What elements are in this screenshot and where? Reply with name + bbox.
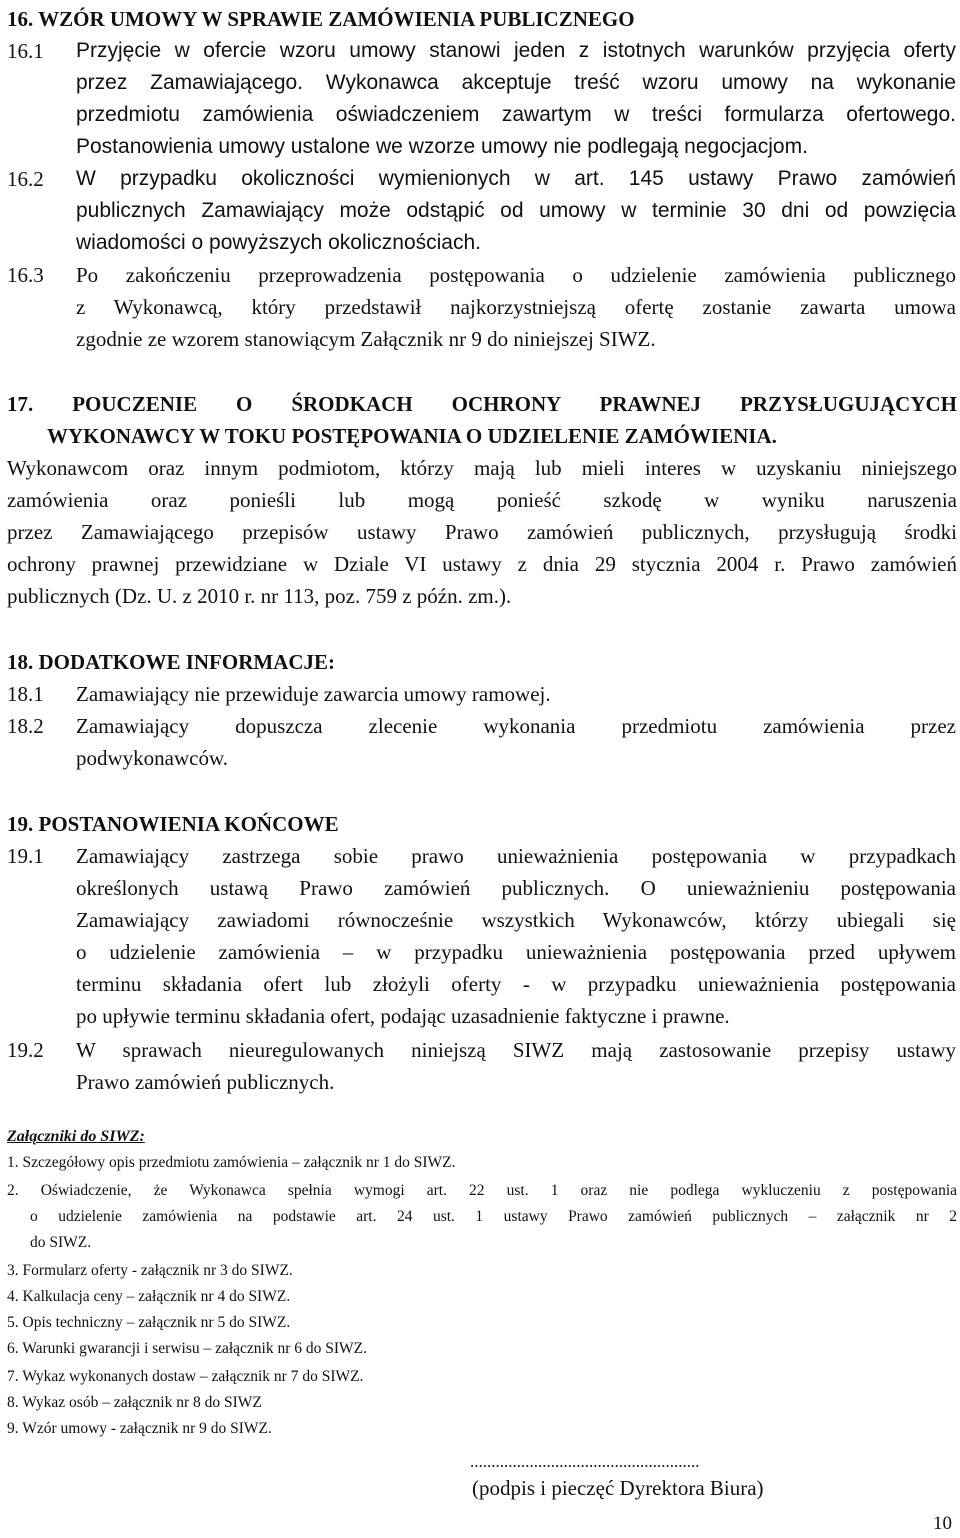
page-number: 10 xyxy=(933,1513,952,1534)
attachments-title: Załączniki do SIWZ: xyxy=(7,1128,145,1145)
para-19-1-line: terminu składania ofert lub złożyli oferty - w przypadku unieważnienia postępowania xyxy=(76,972,956,996)
attachment-item: 2. Oświadczenie, że Wykonawca spełnia wymogi art. 22 ust. 1 oraz nie podlega wykluczeniu z postępowania xyxy=(7,1182,957,1199)
section-16-heading: 16. WZÓR UMOWY W SPRAWIE ZAMÓWIENIA PUBLICZNEGO xyxy=(7,7,635,31)
para-16-2-number: 16.2 xyxy=(7,167,44,191)
para-16-3-line: zgodnie ze wzorem stanowiącym Załącznik nr 9 do niniejszej SIWZ. xyxy=(76,327,656,351)
para-19-2-number: 19.2 xyxy=(7,1038,44,1062)
para-16-1-line: przedmiotu zamówienia oświadczeniem zawartym w treści formularza ofertowego. xyxy=(76,103,956,126)
para-19-2-line: W sprawach nieuregulowanych niniejszą SIWZ mają zastosowanie przepisy ustawy xyxy=(76,1038,956,1062)
section-17-line: zamówienia oraz ponieśli lub mogą ponieść szkodę w wyniku naruszenia xyxy=(7,488,957,512)
para-16-1-number: 16.1 xyxy=(7,39,44,63)
attachment-item: 7. Wykaz wykonanych dostaw – załącznik nr 7 do SIWZ. xyxy=(7,1368,364,1385)
attachment-item-cont: o udzielenie zamówienia na podstawie art. 24 ust. 1 ustawy Prawo zamówień publicznych – załącznik nr 2 xyxy=(30,1208,957,1225)
attachment-item: 6. Warunki gwarancji i serwisu – załącznik nr 6 do SIWZ. xyxy=(7,1340,368,1357)
attachment-item: 8. Wykaz osób – załącznik nr 8 do SIWZ xyxy=(7,1394,262,1411)
attachment-item: 5. Opis techniczny – załącznik nr 5 do SIWZ. xyxy=(7,1314,291,1331)
section-17-line: przez Zamawiającego przepisów ustawy Prawo zamówień publicznych, przysługują środki xyxy=(7,520,957,544)
para-18-2-line: podwykonawców. xyxy=(76,746,229,770)
section-18-heading: 18. DODATKOWE INFORMACJE: xyxy=(7,650,336,674)
para-16-1-line: Przyjęcie w ofercie wzoru umowy stanowi jeden z istotnych warunków przyjęcia oferty xyxy=(76,39,956,62)
section-17-heading: 17. POUCZENIE O ŚRODKACH OCHRONY PRAWNEJ PRZYSŁUGUJĄCYCH xyxy=(7,392,957,416)
para-16-3-line: Po zakończeniu przeprowadzenia postępowania o udzielenie zamówienia publicznego xyxy=(76,263,956,287)
signature-dots: ...................................................... xyxy=(470,1452,700,1471)
para-18-1-line: Zamawiający nie przewiduje zawarcia umowy ramowej. xyxy=(76,682,551,706)
para-18-2-line: Zamawiający dopuszcza zlecenie wykonania przedmiotu zamówienia przez xyxy=(76,714,956,738)
section-17-line: Wykonawcom oraz innym podmiotom, którzy mają lub mieli interes w uzyskaniu niniejszego xyxy=(7,456,957,480)
attachment-item: 1. Szczegółowy opis przedmiotu zamówienia – załącznik nr 1 do SIWZ. xyxy=(7,1154,456,1171)
attachment-item: 3. Formularz oferty - załącznik nr 3 do SIWZ. xyxy=(7,1262,293,1279)
section-17-line: ochrony prawnej przewidziane w Dziale VI ustawy z dnia 29 stycznia 2004 r. Prawo zamówień xyxy=(7,552,957,576)
attachment-item-cont: do SIWZ. xyxy=(30,1234,92,1251)
para-19-1-number: 19.1 xyxy=(7,844,44,868)
para-16-3-line: z Wykonawcą, który przedstawił najkorzystniejszą ofertę zostanie zawarta umowa xyxy=(76,295,956,319)
para-16-3-number: 16.3 xyxy=(7,263,44,287)
attachment-item: 9. Wzór umowy - załącznik nr 9 do SIWZ. xyxy=(7,1420,272,1437)
section-17-line: publicznych (Dz. U. z 2010 r. nr 113, poz. 759 z późn. zm.). xyxy=(7,584,512,608)
para-18-2-number: 18.2 xyxy=(7,714,44,738)
para-19-1-line: po upływie terminu składania ofert, podając uzasadnienie faktyczne i prawne. xyxy=(76,1004,730,1028)
para-16-2-line: publicznych Zamawiający może odstąpić od umowy w terminie 30 dni od powzięcia xyxy=(76,199,956,222)
para-19-1-line: określonych ustawą Prawo zamówień publicznych. O unieważnieniu postępowania xyxy=(76,876,956,900)
section-17-heading-cont: WYKONAWCY W TOKU POSTĘPOWANIA O UDZIELENIE ZAMÓWIENIA. xyxy=(47,424,777,448)
para-18-1-number: 18.1 xyxy=(7,682,44,706)
para-16-1-line: przez Zamawiającego. Wykonawca akceptuje treść wzoru umowy na wykonanie xyxy=(76,71,956,94)
signature-label: (podpis i pieczęć Dyrektora Biura) xyxy=(472,1476,764,1500)
para-19-1-line: Zamawiający zastrzega sobie prawo unieważnienia postępowania w przypadkach xyxy=(76,844,956,868)
section-19-heading: 19. POSTANOWIENIA KOŃCOWE xyxy=(7,812,339,836)
para-19-1-line: Zamawiający zawiadomi równocześnie wszystkich Wykonawców, którzy ubiegali się xyxy=(76,908,956,932)
para-19-2-line: Prawo zamówień publicznych. xyxy=(76,1070,335,1094)
para-16-1-line: Postanowienia umowy ustalone we wzorze umowy nie podlegają negocjacjom. xyxy=(76,135,808,158)
para-16-2-line: W przypadku okoliczności wymienionych w art. 145 ustawy Prawo zamówień xyxy=(76,167,956,190)
attachment-item: 4. Kalkulacja ceny – załącznik nr 4 do SIWZ. xyxy=(7,1288,291,1305)
para-19-1-line: o udzielenie zamówienia – w przypadku unieważnienia postępowania przed upływem xyxy=(76,940,956,964)
para-16-2-line: wiadomości o powyższych okolicznościach. xyxy=(76,231,481,254)
